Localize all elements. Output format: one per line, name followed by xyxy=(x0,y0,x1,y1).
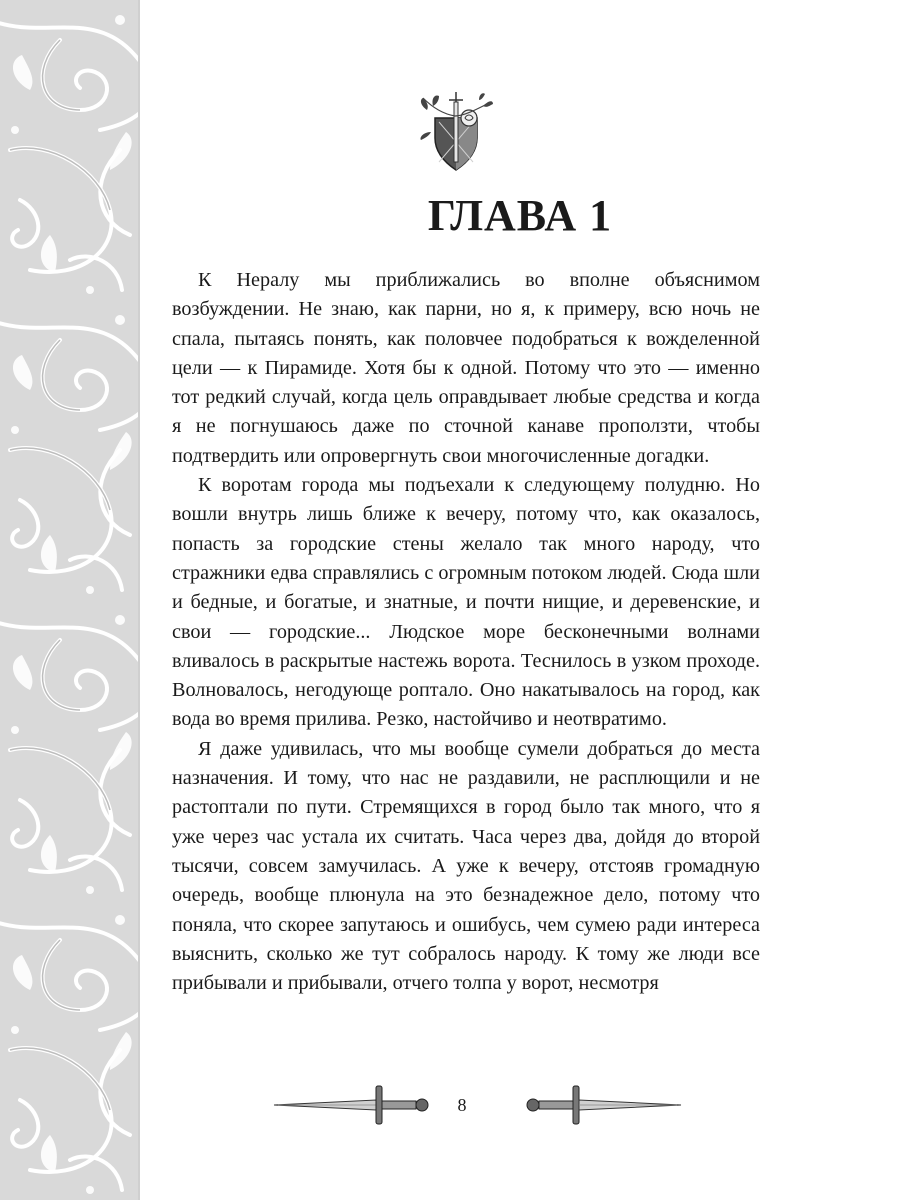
sword-right-icon xyxy=(505,1082,683,1128)
page-number: 8 xyxy=(457,1095,467,1115)
body-text xyxy=(172,266,760,998)
shield-sword-emblem-icon xyxy=(413,88,499,174)
paragraph: К воротам города мы подъехали к следующему полудню. Но вошли внутрь лишь ближе к вечеру, потому что, как оказалось, попасть за городские стены желало так много народу, что стражники едва справлялись с огромным потоком людей. Сюда шли и бедные, и богатые, и знатные, и почти нищие, и деревенские, и свои — городские... Людское море бесконечными волнами вливалось в раскрытые настежь ворота. Теснилось в узком проходе. Волновалось, негодующе роптало. Оно накатывалось на город, как вода во время прилива. Резко, настойчиво и неотвратимо. xyxy=(172,474,760,731)
paragraph: Я даже удивилась, что мы вообще сумели добраться до места назначения. И тому, что нас не раздавили, не расплющили и не растоптали по пути. Стремящихся в город было так много, что я уже через час устала их считать. Часа через два, дойдя до второй тысячи, совсем замучилась. А уже к вечеру, отстояв громадную очередь, вообще плюнула на это безнадежное дело, потому что поняла, что скорее запутаюсь и ошибусь, чем сумею ради интереса выяснить, сколько же тут собралось народу. К тому же люди все прибывали и прибывали, отчего толпа у ворот, несмотря xyxy=(172,737,760,995)
sword-left-icon xyxy=(272,1082,450,1128)
ornamental-border xyxy=(0,0,140,1200)
floral-ornament-icon xyxy=(0,0,140,1200)
chapter-title: ГЛАВА 1 xyxy=(427,191,613,240)
paragraph: К Нералу мы приближались во вполне объяснимом возбуждении. Не знаю, как парни, но я, к примеру, всю ночь не спала, пытаясь понять, как половчее подобраться к вожделенной цели — к Пирамиде. Хотя бы к одной. Потому что это — именно тот редкий случай, когда цель оправдывает любые средства и когда я не погнушаюсь даже по сточной канаве проползти, чтобы подтвердить или опровергнуть свои многочисленные догадки. xyxy=(172,269,760,467)
